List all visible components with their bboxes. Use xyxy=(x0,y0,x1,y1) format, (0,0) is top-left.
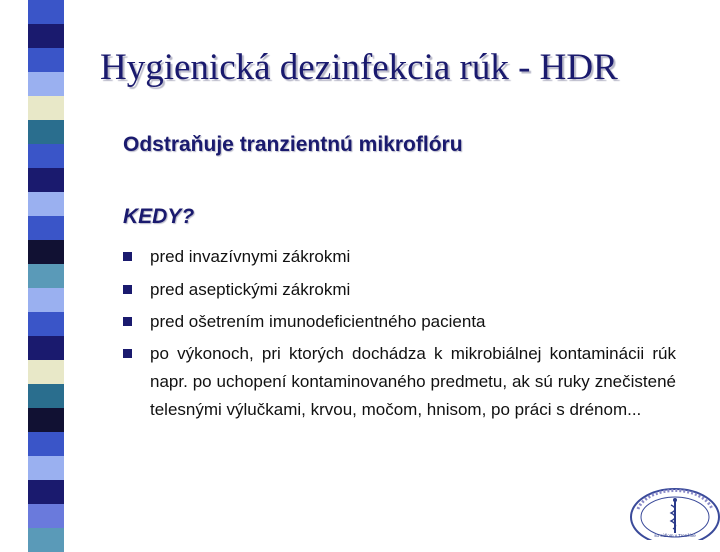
strip-block xyxy=(28,384,64,408)
slide-title: Hygienická dezinfekcia rúk - HDR xyxy=(100,47,618,88)
strip-block xyxy=(28,168,64,192)
slide-subtitle: Odstraňuje tranzientnú mikroflóru xyxy=(123,133,463,156)
institution-logo xyxy=(628,487,720,540)
strip-block xyxy=(28,264,64,288)
question-heading: KEDY? xyxy=(123,205,195,228)
strip-block xyxy=(28,456,64,480)
strip-block xyxy=(28,288,64,312)
bullet-marker-icon xyxy=(123,349,132,358)
strip-block xyxy=(28,24,64,48)
strip-block xyxy=(28,504,64,528)
strip-block xyxy=(28,312,64,336)
strip-block xyxy=(28,192,64,216)
strip-block xyxy=(28,240,64,264)
logo-text: so sídlom v Trenčíne xyxy=(654,533,696,538)
strip-block xyxy=(28,336,64,360)
strip-block xyxy=(28,96,64,120)
bullet-item: po výkonoch, pri ktorých dochádza k mikrobiálnej kontaminácii rúk napr. po uchopení kontaminovaného predmetu, ak sú ruky znečistené telesnými výlučkami, krvou, močom, hnisom, po práci s drénom... xyxy=(150,344,676,419)
strip-block xyxy=(28,480,64,504)
strip-block xyxy=(28,360,64,384)
strip-block xyxy=(28,144,64,168)
bullet-item: pred invazívnymi zákrokmi xyxy=(150,247,351,266)
strip-block xyxy=(28,120,64,144)
strip-block xyxy=(28,408,64,432)
bullet-item: pred ošetrením imunodeficientného pacienta xyxy=(150,312,486,331)
strip-block xyxy=(28,432,64,456)
strip-block xyxy=(28,72,64,96)
bullet-marker-icon xyxy=(123,285,132,294)
bullet-item: pred aseptickými zákrokmi xyxy=(150,280,351,299)
strip-block xyxy=(28,216,64,240)
strip-block xyxy=(28,528,64,552)
bullet-marker-icon xyxy=(123,317,132,326)
bullet-marker-icon xyxy=(123,252,132,261)
decorative-color-strip xyxy=(28,0,64,540)
strip-block xyxy=(28,0,64,24)
strip-block xyxy=(28,48,64,72)
